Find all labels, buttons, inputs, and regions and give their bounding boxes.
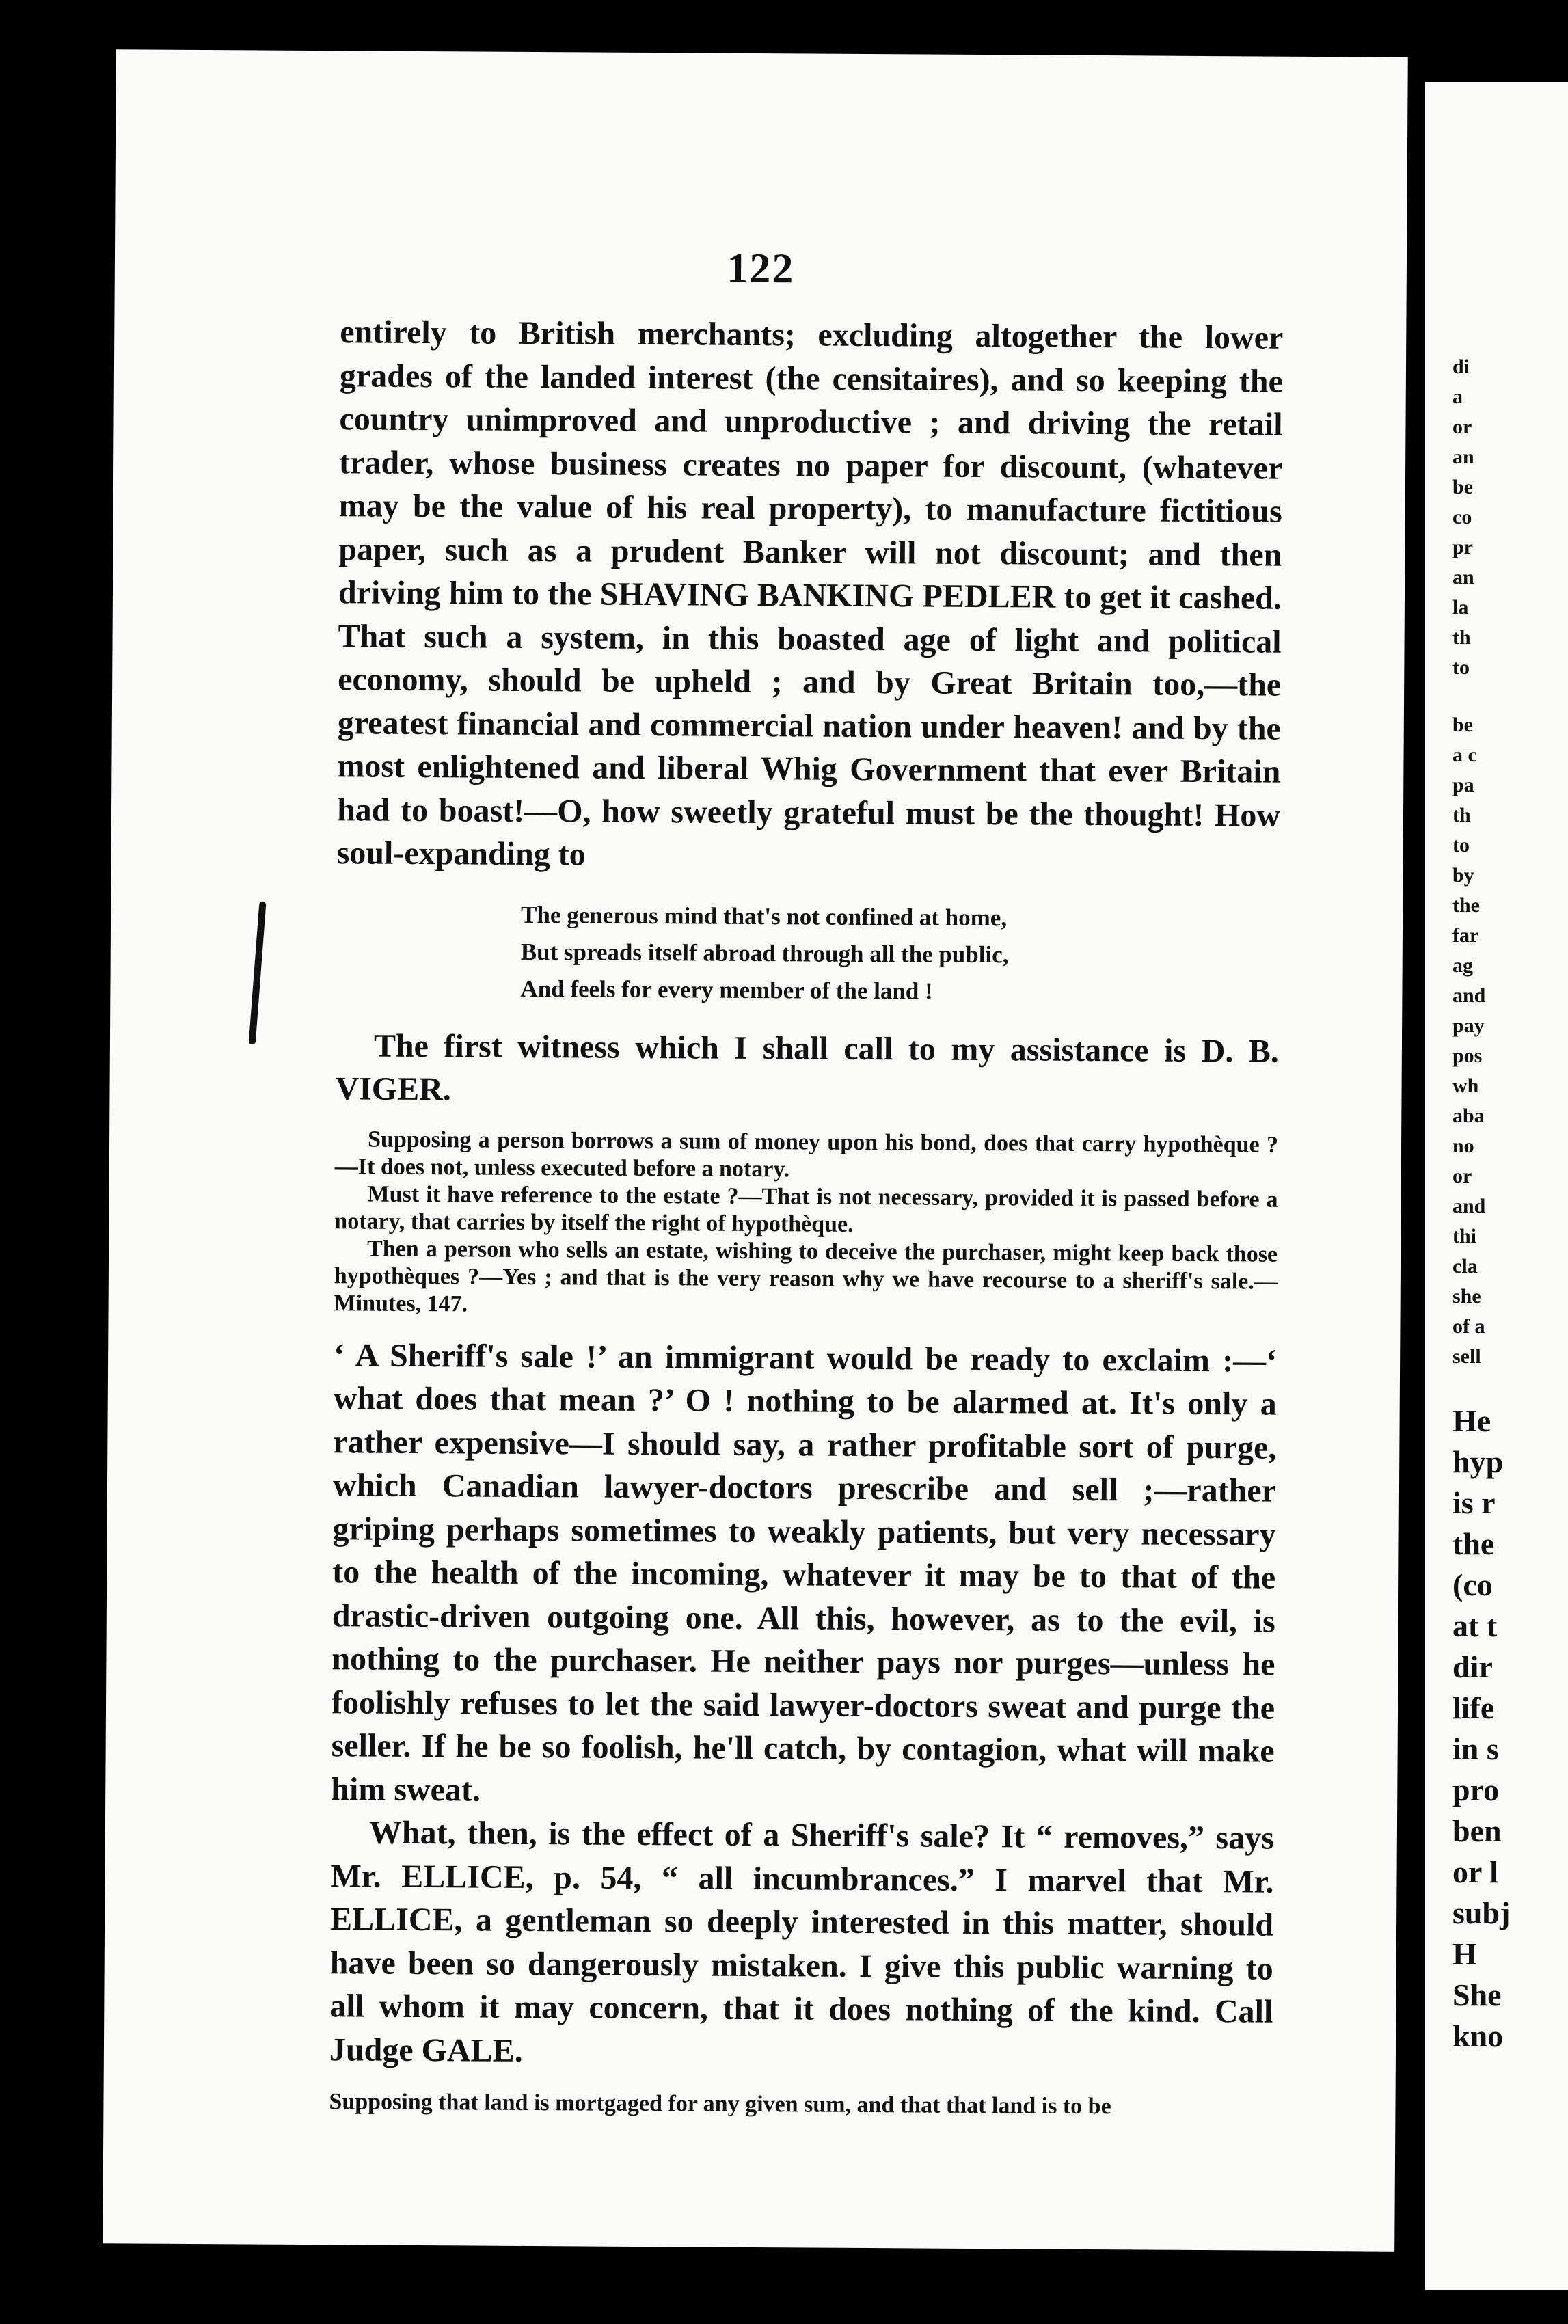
facing-page-fragment: no bbox=[1452, 1135, 1474, 1157]
testimony-line: Supposing a person borrows a sum of money upon his bond, does that carry hypothèque ?—It does not, unless executed before a notary. bbox=[334, 1126, 1279, 1182]
facing-page-fragment: hyp bbox=[1452, 1444, 1504, 1479]
paragraph-4: What, then, is the effect of a Sheriff's sale? It “ removes,” says Mr. ELLICE, p. 54, “ all incumbrances.” I marvel that Mr. ELLICE, a gentleman so deeply interested in this matter, should have been so dangerously mistaken. I give this public warning to all whom it may concern, that it does nothing of the kind. Call Judge GALE. bbox=[329, 1814, 1275, 2069]
facing-page-fragment: (co bbox=[1452, 1567, 1493, 1602]
facing-page-fragment: pos bbox=[1452, 1044, 1483, 1067]
facing-page-fragment: or bbox=[1452, 416, 1472, 438]
facing-page-fragment: pr bbox=[1452, 536, 1473, 558]
facing-page-fragment: She bbox=[1452, 1977, 1502, 2012]
facing-page-fragment: to bbox=[1452, 834, 1470, 856]
facing-page-fragment: aba bbox=[1452, 1105, 1485, 1127]
facing-page-fragment: He bbox=[1452, 1403, 1491, 1438]
facing-page-fragment: she bbox=[1452, 1285, 1481, 1308]
facing-page-fragment: be bbox=[1452, 476, 1473, 498]
facing-page-fragment: H bbox=[1452, 1936, 1477, 1971]
facing-page-fragment: and bbox=[1452, 984, 1486, 1007]
page-body bbox=[329, 310, 1283, 2144]
page-number: 122 bbox=[727, 245, 795, 293]
facing-page-fragment: be bbox=[1452, 714, 1473, 736]
paragraph-1: entirely to British merchants; excluding altogether the lower grades of the landed interest (the censitaires), and so keeping the country unimproved and unproductive ; and driving the retail trader, whose business creates no paper for discount, (whatever may be the value of his real property), to manufacture fictitious paper, such as a prudent Banker will not discount; and then driving him to the SHAVING BANKING PEDLER to get it cashed. That such a system, in this boasted age of light and political economy, should be upheld ; and by Great Britain too,—the greatest financial and commercial nation under heaven! and by the most enlightened and liberal Whig Government that ever Britain had to boast!—O, how sweetly grateful must be the thought! How soul-expanding to bbox=[336, 314, 1284, 873]
facing-page-fragment: to bbox=[1452, 656, 1470, 679]
paragraph-3: ‘ A Sheriff's sale !’ an immigrant would be ready to exclaim :—‘ what does that mean ?’ O ! nothing to be alarmed at. It's only a rather expensive—I should say, a rather profitable sort of purge, which Canadian lawyer-doctors prescribe and sell ;—rather griping perhaps sometimes to weakly patients, but very necessary to the health of the incoming, whatever it may be to that of the drastic-driven outgoing one. All this, however, as to the evil, is nothing to the purchaser. He neither pays nor purges—unless he foolishly refuses to let the said lawyer-doctors sweat and purge the seller. If he be so foolish, he'll catch, by contagion, what will make him sweat. bbox=[331, 1336, 1278, 1809]
paragraph-2: The first witness which I shall call to my assistance is D. B. VIGER. bbox=[335, 1027, 1280, 1108]
facing-page-fragment: or bbox=[1452, 1165, 1472, 1187]
facing-page-fragment: life bbox=[1452, 1690, 1495, 1725]
facing-page-fragment: a bbox=[1452, 386, 1463, 408]
facing-page-edge bbox=[1425, 82, 1568, 2290]
facing-page-fragment: ag bbox=[1452, 954, 1473, 977]
facing-page-fragment: di bbox=[1452, 355, 1470, 378]
facing-page-fragment: ben bbox=[1452, 1813, 1502, 1848]
testimony-line: Then a person who sells an estate, wishing to deceive the purchaser, might keep back those hypothèques ?—Yes ; and that is the very reason why we have recourse to a sheriff's sale.—Minutes, 147. bbox=[334, 1236, 1278, 1316]
facing-page-fragment: or l bbox=[1452, 1854, 1498, 1889]
facing-page-fragment: sell bbox=[1452, 1345, 1481, 1368]
verse-quotation bbox=[520, 896, 1280, 1012]
facing-page-fragment: far bbox=[1452, 924, 1479, 947]
facing-page-fragment: la bbox=[1452, 596, 1469, 619]
facing-page-fragment: an bbox=[1452, 566, 1474, 589]
facing-page-fragment: pa bbox=[1452, 774, 1474, 796]
verse-line: But spreads itself abroad through all the public, bbox=[520, 938, 1009, 968]
facing-page-fragment: dir bbox=[1452, 1649, 1493, 1684]
facing-page-fragment: pay bbox=[1452, 1014, 1485, 1037]
testimony-block bbox=[334, 1126, 1278, 1323]
paragraph-5: Supposing that land is mortgaged for any given sum, and that that land is to be bbox=[329, 2089, 1111, 2120]
facing-page-fragment: co bbox=[1452, 506, 1472, 528]
facing-page-fragment: thi bbox=[1452, 1225, 1477, 1247]
facing-page-fragment: of a bbox=[1452, 1315, 1485, 1338]
facing-page-fragment: wh bbox=[1452, 1075, 1479, 1097]
margin-pencil-mark bbox=[249, 901, 267, 1044]
facing-page-fragment: pro bbox=[1452, 1772, 1500, 1807]
facing-page-fragment: and bbox=[1452, 1195, 1486, 1217]
book-page bbox=[103, 49, 1408, 2251]
facing-page-fragment: a c bbox=[1452, 744, 1477, 766]
facing-page-fragment: by bbox=[1452, 864, 1474, 887]
facing-page-fragment: subj bbox=[1452, 1895, 1511, 1930]
facing-page-fragment: th bbox=[1452, 804, 1471, 826]
facing-page-fragment: the bbox=[1452, 1526, 1495, 1561]
facing-page-fragment: is r bbox=[1452, 1485, 1496, 1520]
verse-line: And feels for every member of the land ! bbox=[520, 975, 933, 1005]
facing-page-fragment: at t bbox=[1452, 1608, 1498, 1643]
facing-page-fragment: the bbox=[1452, 894, 1480, 917]
facing-page-fragment: th bbox=[1452, 626, 1471, 649]
testimony-line: Must it have reference to the estate ?—That is not necessary, provided it is passed before a notary, that carries by itself the right of hypothèque. bbox=[334, 1181, 1278, 1237]
facing-page-fragment: cla bbox=[1452, 1255, 1478, 1278]
facing-page-fragment: in s bbox=[1452, 1731, 1499, 1766]
verse-line: The generous mind that's not confined at home, bbox=[520, 901, 1008, 931]
facing-page-fragment: an bbox=[1452, 446, 1474, 468]
facing-page-fragment: kno bbox=[1452, 2018, 1504, 2053]
